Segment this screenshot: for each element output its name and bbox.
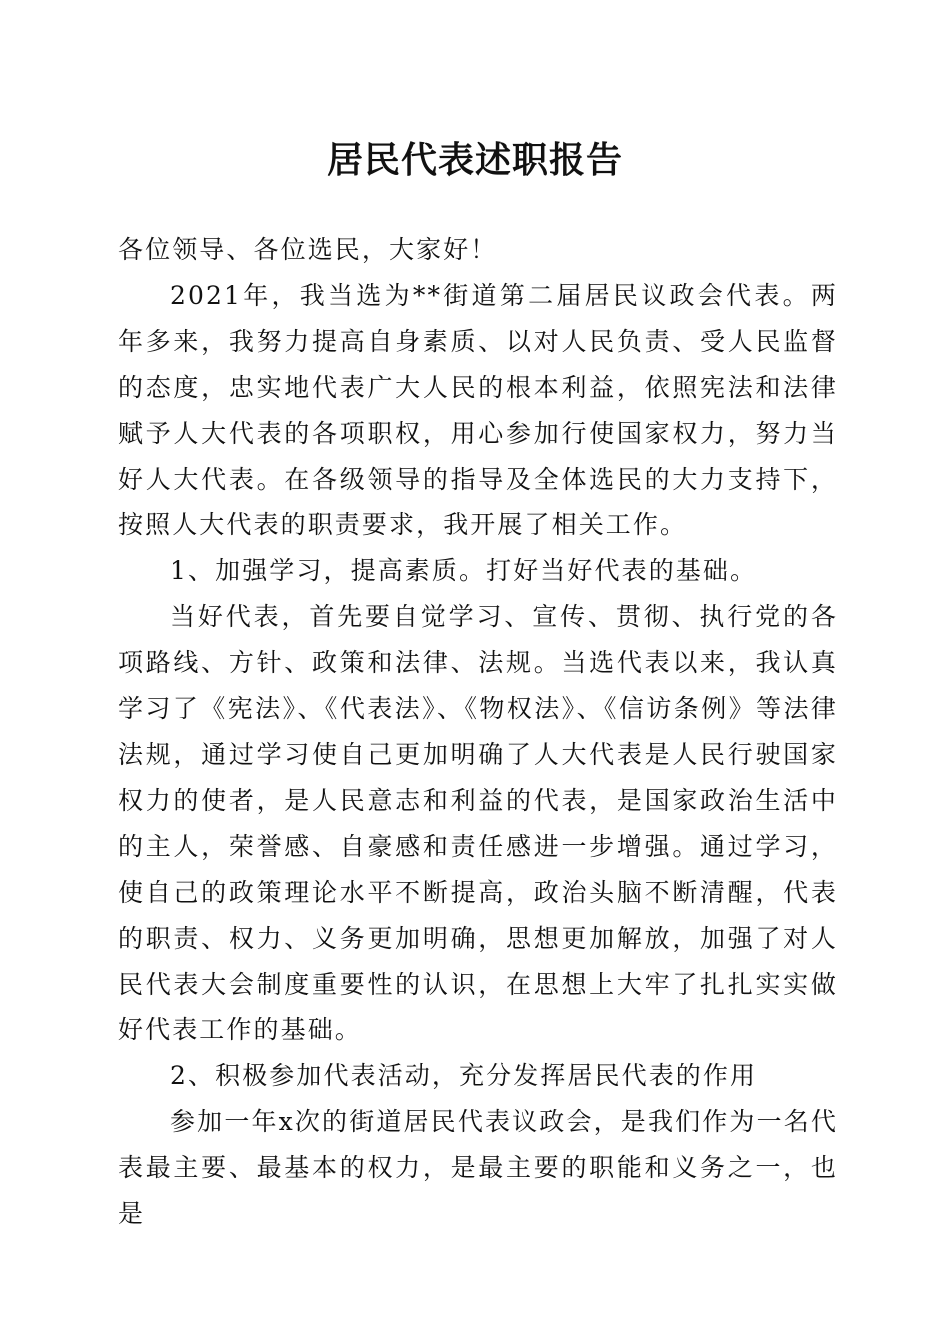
- intro-paragraph: 2021年，我当选为**街道第二届居民议政会代表。两年多来，我努力提高自身素质、以对人民负责、受人民监督的态度，忠实地代表广大人民的根本利益，依照宪法和法律赋予人大代表的各项职权，用心参加行使国家权力，努力当好人大代表。在各级领导的指导及全体选民的大力支持下，按照人大代表的职责要求，我开展了相关工作。: [118, 280, 838, 540]
- document-title: 居民代表述职报告: [326, 139, 623, 181]
- section-heading-2: 2、积极参加代表活动，充分发挥居民代表的作用: [170, 1061, 758, 1091]
- section-1-paragraph: 当好代表，首先要自觉学习、宣传、贯彻、执行党的各项路线、方针、政策和法律、法规。当选代表以来，我认真学习了《宪法》、《代表法》、《物权法》、《信访条例》等法律法规，通过学习使自己更加明确了人大代表是人民行驶国家权力的使者，是人民意志和利益的代表，是国家政治生活中的主人，荣誉感、自豪感和责任感进一步增强。通过学习，使自己的政策理论水平不断提高，政治头脑不断清醒，代表的职责、权力、义务更加明确，思想更加解放，加强了对人民代表大会制度重要性的认识，在思想上大牢了扎扎实实做好代表工作的基础。: [118, 602, 838, 1045]
- document-body: [118, 227, 838, 1237]
- section-heading-1: 1、加强学习，提高素质。打好当好代表的基础。: [170, 556, 758, 586]
- section-2-paragraph: 参加一年x次的街道居民代表议政会，是我们作为一名代表最主要、最基本的权力，是最主要的职能和义务之一，也是: [118, 1107, 838, 1229]
- greeting-paragraph: 各位领导、各位选民，大家好！: [118, 235, 498, 264]
